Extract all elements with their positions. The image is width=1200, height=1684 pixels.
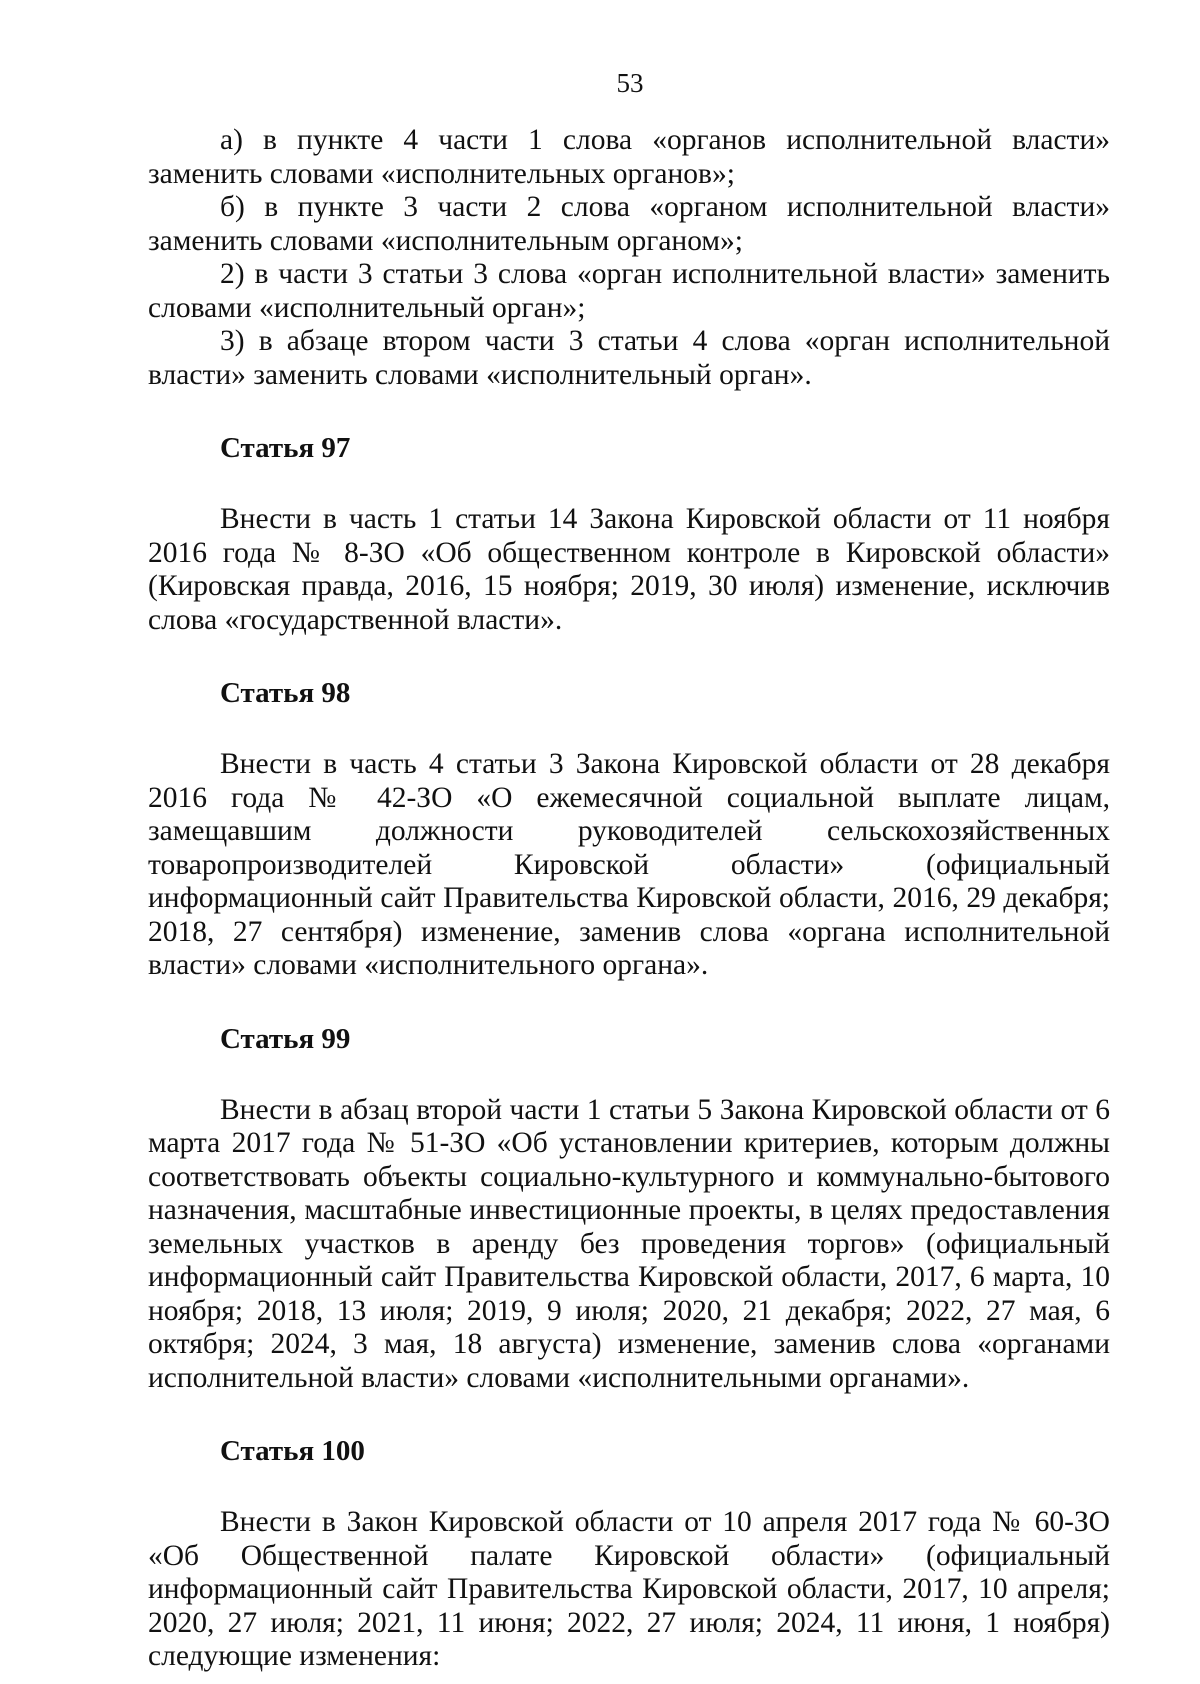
document-body	[148, 124, 1110, 1674]
article-97-heading: Статья 97	[220, 432, 351, 464]
article-100-text: Внести в Закон Кировской области от 10 апреля 2017 года № 60-ЗО «Об Общественной палате Кировской области» (официальный информационный сайт Правительства Кировской области, 2017, 10 апреля; 2020, 27 июля; 2021, 11 июня; 2022, 27 июля; 2024, 11 июня, 1 ноября) следующие изменения:	[148, 1506, 1110, 1672]
article-99-heading: Статья 99	[220, 1022, 351, 1055]
article-100-heading: Статья 100	[220, 1435, 365, 1467]
article-98-text: Внести в часть 4 статьи 3 Закона Кировской области от 28 декабря 2016 года № 42-ЗО «О ежемесячной социальной выплате лицам, замещавшим должности руководителей сельскохозяйственных товаропроизводителей Кировской области» (официальный информационный сайт Правительства Кировской области, 2016, 29 декабря; 2018, 27 сентября) изменение, заменив слова «органа исполнительной власти» словами «исполнительного органа».	[148, 748, 1110, 981]
amendment-item-3: 3) в абзаце втором части 3 статьи 4 слова «орган исполнительной власти» заменить словами «исполнительный орган».	[148, 325, 1110, 391]
amendment-item-2: 2) в части 3 статьи 3 слова «орган исполнительной власти» заменить словами «исполнительный орган»;	[148, 258, 1110, 324]
amendment-item-a: а) в пункте 4 части 1 слова «органов исполнительной власти» заменить словами «исполнительных органов»;	[148, 124, 1110, 190]
article-97-text: Внести в часть 1 статьи 14 Закона Кировской области от 11 ноября 2016 года № 8-ЗО «Об общественном контроле в Кировской области» (Кировская правда, 2016, 15 ноября; 2019, 30 июля) изменение, исключив слова «государственной власти».	[148, 503, 1110, 636]
amendment-item-b: б) в пункте 3 части 2 слова «органом исполнительной власти» заменить словами «исполнительным органом»;	[148, 191, 1110, 257]
article-99-text: Внести в абзац второй части 1 статьи 5 Закона Кировской области от 6 марта 2017 года № 51-ЗО «Об установлении критериев, которым должны соответствовать объекты социально-культурного и коммунально-бытового назначения, масштабные инвестиционные проекты, в целях предоставления земельных участков в аренду без проведения торгов» (официальный информационный сайт Правительства Кировской области, 2017, 6 марта, 10 ноября; 2018, 13 июля; 2019, 9 июля; 2020, 21 декабря; 2022, 27 мая, 6 октября; 2024, 3 мая, 18 августа) изменение, заменив слова «органами исполнительной власти» словами «исполнительными органами».	[148, 1093, 1110, 1394]
page-number: 53	[616, 68, 644, 98]
article-98-heading: Статья 98	[220, 677, 351, 709]
